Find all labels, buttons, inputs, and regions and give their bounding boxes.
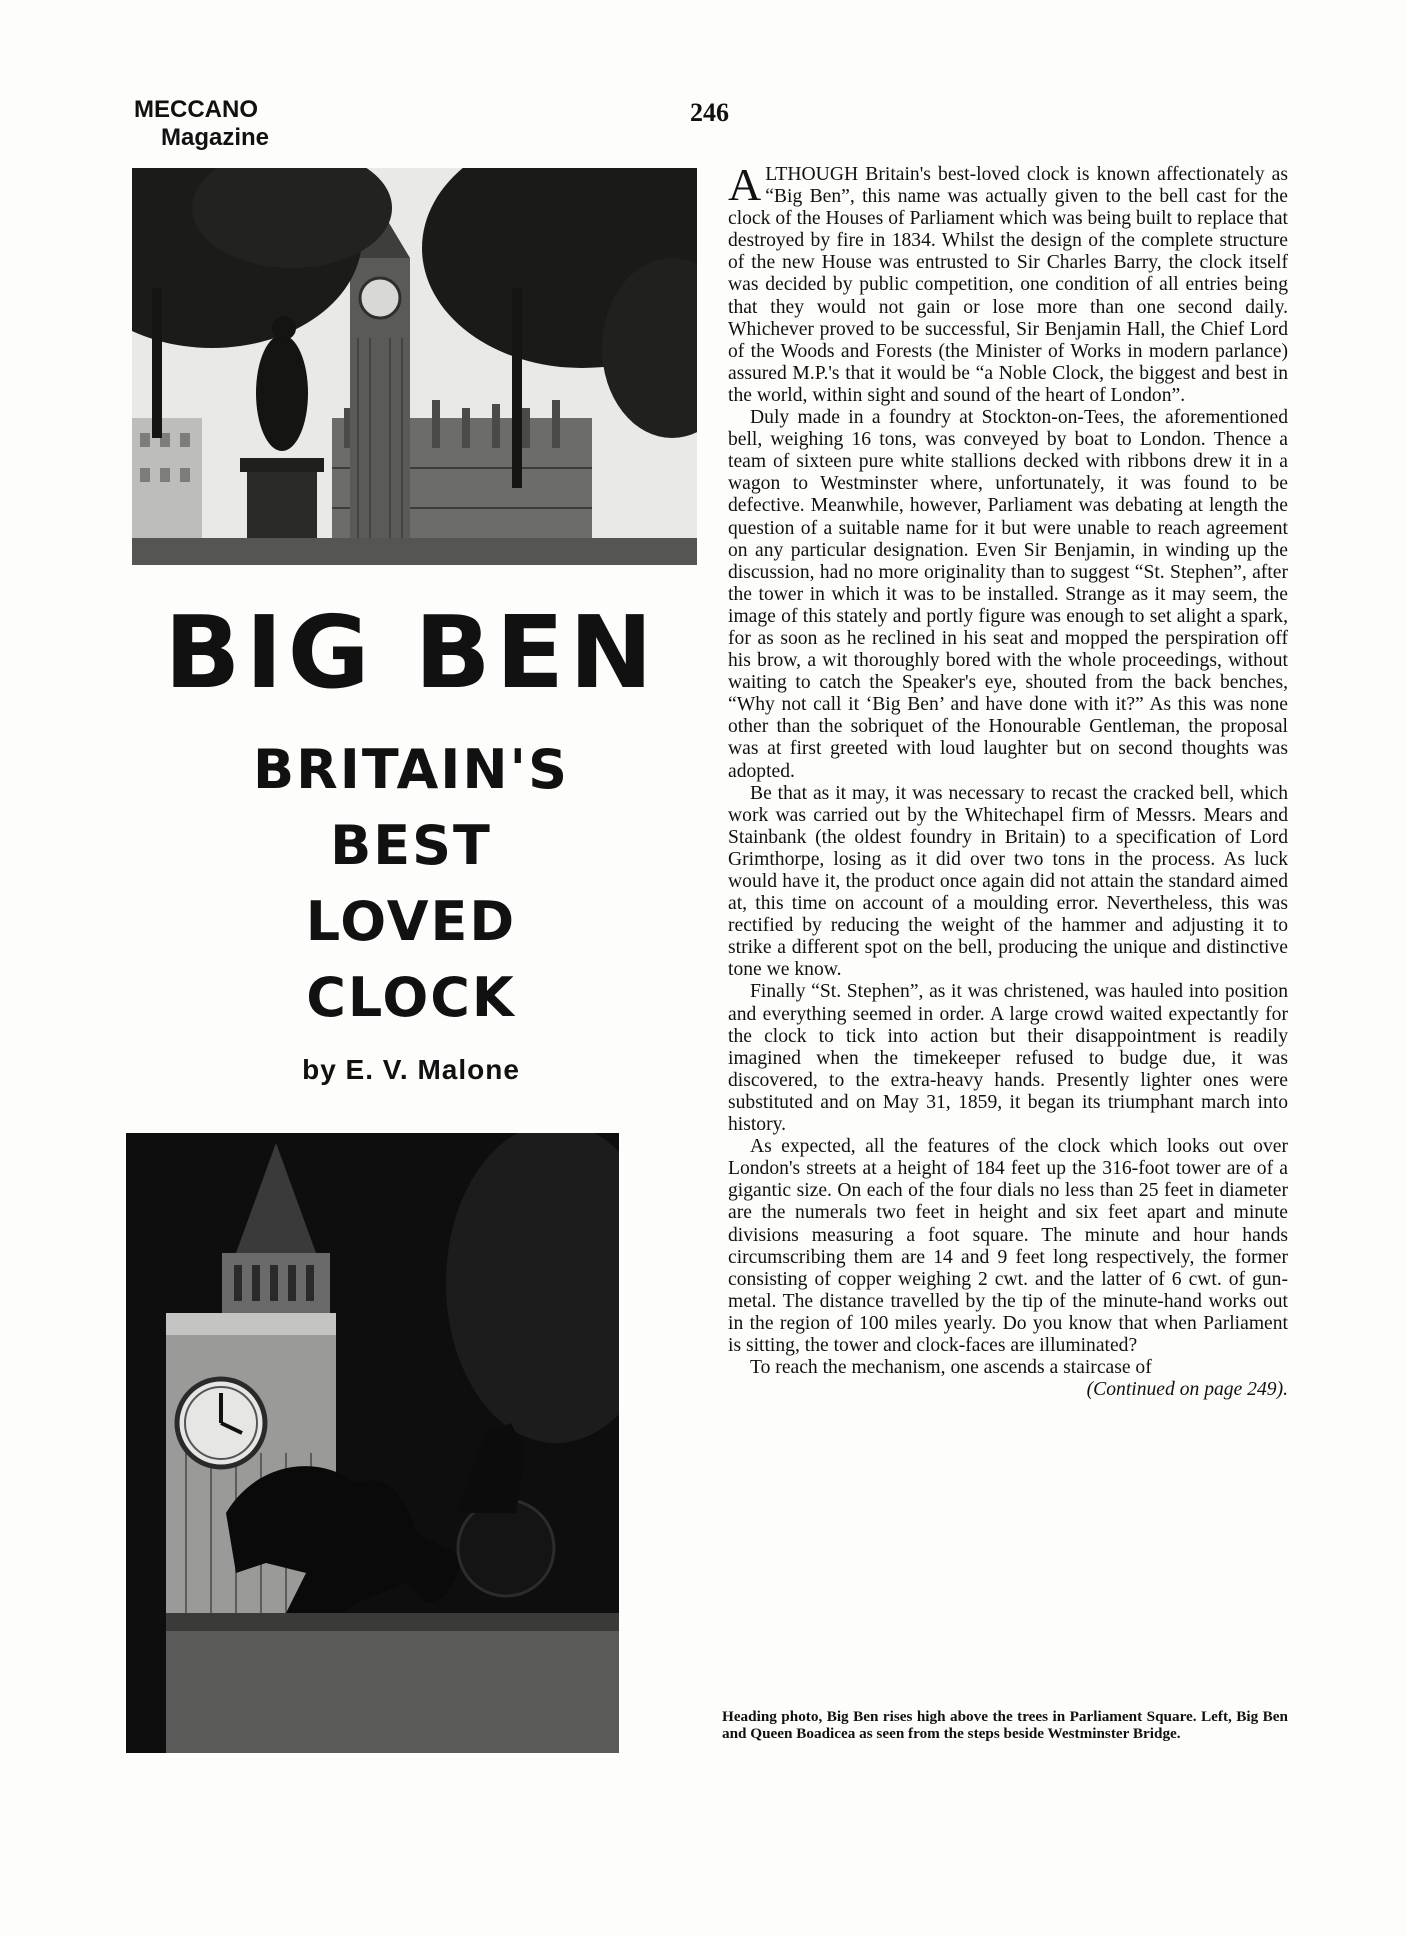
subtitle-line: BEST: [330, 814, 492, 877]
article-body: [728, 159, 1288, 1401]
continued-note: (Continued on page 249).: [1086, 1379, 1288, 1401]
byline: by E. V. Malone: [302, 1054, 520, 1085]
article-title: BIG BEN: [164, 594, 658, 711]
subtitle-line: LOVED: [305, 890, 517, 953]
masthead-line2: Magazine: [161, 124, 270, 151]
heading-photo: [132, 168, 697, 565]
article-paragraph: To reach the mechanism, one ascends a staircase of: [750, 1357, 1152, 1379]
article-paragraph: Finally “St. Stephen”, as it was christened, was hauled into position and everything seemed in order. A large crowd waited expectantly for the clock to tick into action but their disappointment is readily imagined when the timekeeper refused to budge due, it was discovered, to the extra-heavy hands. Presently lighter ones were substituted and on May 31, 1859, it began its triumphant march into history.: [728, 981, 1288, 1136]
article-paragraph: Be that as it may, it was necessary to recast the cracked bell, which work was carried out by the Whitechapel firm of Messrs. Mears and Stainbank (the oldest foundry in Britain) to a specification of Lord Grimthorpe, losing as it did over two tons in the process. As luck would have it, the product once again did not attain the standard aimed at, this time on account of a moulding error. Nevertheless, this was rectified by reducing the weight of the hammer and adjusting it to strike a different spot on the bell, producing the unique and distinctive tone we know.: [728, 782, 1288, 981]
photo-caption: Heading photo, Big Ben rises high above the trees in Parliament Square. Left, Big Ben and Queen Boadicea as seen from the steps beside Westminster Bridge.: [722, 1708, 1288, 1742]
subtitle-line: CLOCK: [306, 966, 516, 1029]
drop-cap: A: [728, 159, 762, 210]
masthead: [134, 96, 269, 152]
article-paragraph: Duly made in a foundry at Stockton-on-Tees, the aforementioned bell, weighing 16 tons, was conveyed by boat to London. Thence a team of sixteen pure white stallions decked with ribbons drew it in a wagon to Westminster where, unfortunately, it was found to be defective. Meanwhile, however, Parliament was debating at length the question of a suitable name for it but were unable to reach agreement on any particular designation. Even Sir Benjamin, in winding up the discussion, had no more originality than to suggest “St. Stephen”, after the tower in which it was to be installed. Strange as it may seem, the image of this stately and portly figure was enough to set alight a spark, for as soon as he reclined in his seat and mopped the perspiration off his brow, a wit thoroughly bored with the whole proceedings, without waiting to catch the Speaker's eye, shouted from the back benches, “Why not call it ‘Big Ben’ and have done with it?” As this was none other than the sobriquet of the Honourable Gentleman, the proposal was at first greeted with loud laughter but on second thoughts was adopted.: [728, 407, 1288, 782]
article-paragraph: [728, 159, 1288, 407]
paragraph-text: LTHOUGH Britain's best-loved clock is known affectionately as “Big Ben”, this name was actually given to the bell cast for the clock of the Houses of Parliament which was being built to replace that destroyed by fire in 1834. Whilst the design of the complete structure of the new House was entrusted to Sir Charles Barry, the clock itself was decided by public competition, one condition of all entries being that they would not gain or lose more than one second daily. Whichever proved to be successful, Sir Benjamin Hall, the Chief Lord of the Woods and Forests (the Minister of Works in modern parlance) assured M.P.'s that it would be “a Noble Clock, the biggest and best in the world, within sight and sound of the heart of London”.: [728, 164, 1288, 406]
night-photo-image: [126, 1133, 619, 1753]
article-subtitle: [126, 732, 696, 1036]
heading-photo-image: [132, 168, 697, 565]
page-number: 246: [690, 98, 729, 127]
article-paragraph: As expected, all the features of the clock which looks out over London's streets at a height of 184 feet up the 316-foot tower are of a gigantic size. On each of the four dials no less than 25 feet in diameter are the numerals two feet in height and six feet apart and minute divisions measuring a foot square. The minute and hour hands circumscribing them are 14 and 9 feet long respectively, the former consisting of copper weighing 2 cwt. and the latter of 6 cwt. of gun-metal. The distance travelled by the tip of the minute-hand works out in the region of 100 miles yearly. Do you know that when Parliament is sitting, the tower and clock-faces are illuminated?: [728, 1136, 1288, 1356]
masthead-line1: MECCANO: [134, 96, 258, 123]
subtitle-line: BRITAIN'S: [253, 738, 569, 801]
night-photo: [126, 1133, 619, 1753]
